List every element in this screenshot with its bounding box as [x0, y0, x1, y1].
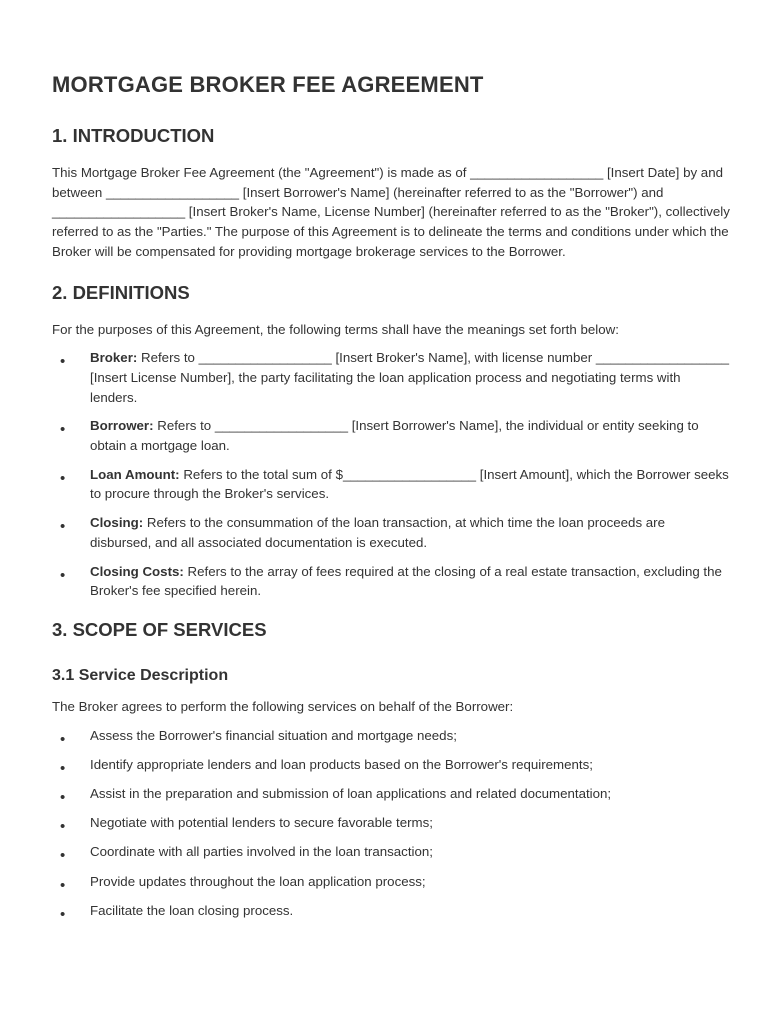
definition-term: Closing Costs: [90, 563, 184, 579]
bullet-icon: • [60, 421, 66, 439]
bullet-icon: • [60, 518, 66, 536]
bullet-icon: • [60, 730, 66, 748]
subsection-heading-service-description: 3.1 Service Description [52, 666, 229, 684]
definition-item [52, 562, 730, 601]
bullet-icon: • [60, 789, 66, 807]
service-item [52, 901, 730, 921]
service-text: Coordinate with all parties involved in the loan transaction; [90, 844, 433, 860]
service-item [52, 755, 730, 775]
document-title: MORTGAGE BROKER FEE AGREEMENT [52, 72, 484, 97]
service-text: Assess the Borrower's financial situation and mortgage needs; [90, 727, 457, 743]
definition-term: Broker: [90, 350, 138, 366]
service-item [52, 842, 730, 865]
service-item [52, 872, 730, 892]
service-item [52, 813, 730, 836]
bullet-icon: • [60, 759, 66, 777]
definition-text: Refers to the total sum of $__________________ [Insert Amount], which the Borrower seeks to procure through the Broker's services. [90, 466, 729, 502]
bullet-icon: • [60, 469, 66, 487]
bullet-icon: • [60, 818, 66, 836]
definitions-intro: For the purposes of this Agreement, the following terms shall have the meanings set forth below: [52, 321, 619, 337]
section-heading-introduction: 1. INTRODUCTION [52, 125, 215, 146]
introduction-paragraph: This Mortgage Broker Fee Agreement (the "Agreement") is made as of __________________ [Insert Date] by and between __________________ [Insert Borrower's Name] (hereinafter referred to as the "Borrower") and __________________ [Insert Broker's Name, License Number] (hereinafter referred to as the "Broker"), collectively referred to as the "Parties." The purpose of this Agreement is to delineate the terms and conditions under which the Broker will be compensated for providing mortgage brokerage services to the Borrower. [52, 165, 730, 259]
definitions-list [52, 348, 730, 601]
definition-item [52, 465, 730, 504]
definition-term: Closing: [90, 515, 144, 531]
definition-term: Loan Amount: [90, 466, 180, 482]
service-item [52, 784, 730, 807]
definition-item [52, 513, 730, 552]
section-heading-scope: 3. SCOPE OF SERVICES [52, 618, 267, 640]
service-text: Negotiate with potential lenders to secure favorable terms; [90, 815, 433, 831]
service-text: Provide updates throughout the loan application process; [90, 873, 426, 889]
bullet-icon: • [60, 353, 66, 371]
service-intro: The Broker agrees to perform the following services on behalf of the Borrower: [52, 698, 514, 714]
definition-text: Refers to __________________ [Insert Broker's Name], with license number __________________ [Insert License Number], the party facilitating the loan application process and negotiating terms with lenders. [90, 350, 729, 405]
definition-item [52, 348, 730, 407]
definition-text: Refers to the consummation of the loan transaction, at which time the loan proceeds are disbursed, and all associated documentation is executed. [90, 515, 666, 550]
service-item [52, 726, 730, 746]
definition-term: Borrower: [90, 418, 154, 434]
bullet-icon: • [60, 876, 66, 894]
bullet-icon: • [60, 905, 66, 923]
services-list [52, 726, 730, 921]
section-heading-definitions: 2. DEFINITIONS [52, 281, 190, 303]
service-text: Identify appropriate lenders and loan products based on the Borrower's requirements; [90, 756, 593, 772]
definition-text: Refers to the array of fees required at the closing of a real estate transaction, excluding the Broker's fee specified herein. [90, 563, 722, 599]
service-text: Facilitate the loan closing process. [90, 902, 294, 918]
bullet-icon: • [60, 566, 66, 584]
definition-text: Refers to __________________ [Insert Borrower's Name], the individual or entity seeking to obtain a mortgage loan. [90, 418, 699, 454]
bullet-icon: • [60, 847, 66, 865]
service-text: Assist in the preparation and submission of loan applications and related documentation; [90, 786, 612, 802]
definition-item [52, 416, 730, 455]
